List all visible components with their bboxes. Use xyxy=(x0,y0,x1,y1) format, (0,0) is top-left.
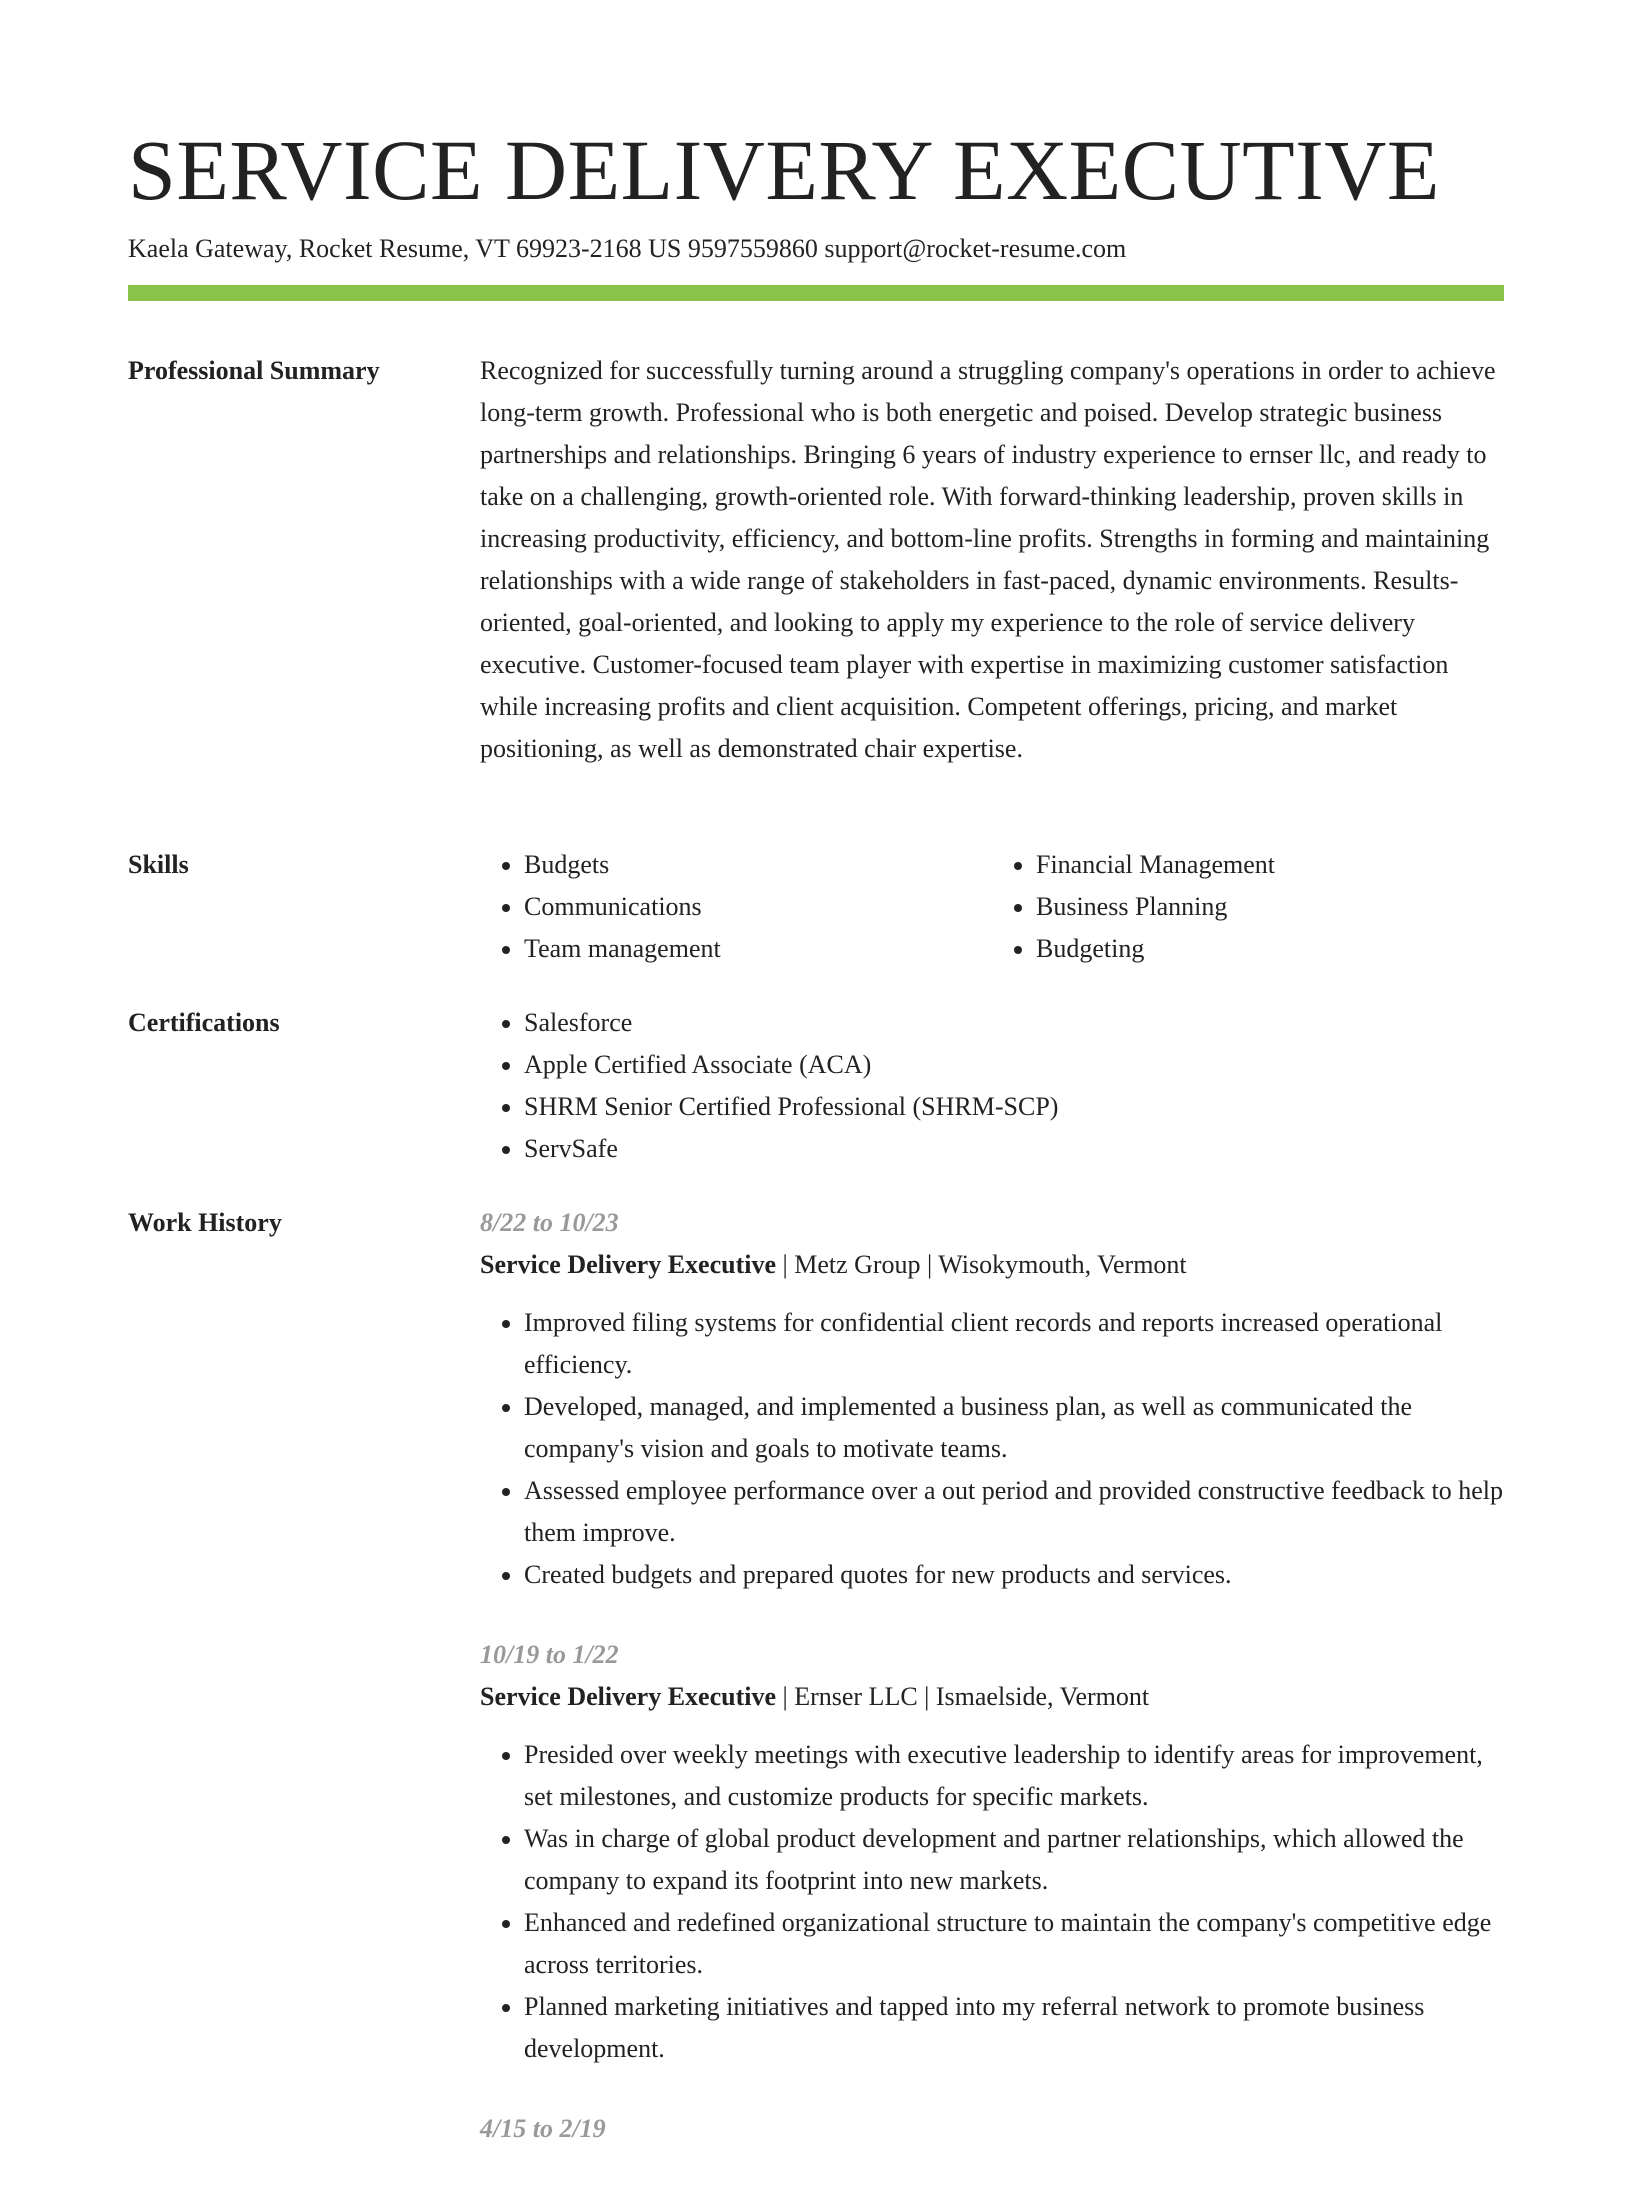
job-entry xyxy=(480,1202,1504,1596)
certification-item: • ServSafe xyxy=(524,1128,1504,1170)
skill-item: • Business Planning xyxy=(1036,886,1504,928)
header-divider xyxy=(128,285,1504,301)
job-title: Service Delivery Executive xyxy=(480,1682,776,1711)
skills-body xyxy=(480,844,1504,970)
job-entry xyxy=(480,1634,1504,2070)
job-bullet: • Assessed employee performance over a out period and provided constructive feedback to help them improve. xyxy=(524,1470,1504,1554)
job-dates: 8/22 to 10/23 xyxy=(480,1208,619,1237)
job-company-location: | Ernser LLC | Ismaelside, Vermont xyxy=(776,1682,1150,1711)
certifications-body xyxy=(480,1002,1504,1170)
work-history-heading: Work History xyxy=(128,1208,282,1237)
skills-column-2 xyxy=(992,844,1504,970)
job-bullet: • Developed, managed, and implemented a business plan, as well as communicated the company's vision and goals to motivate teams. xyxy=(524,1386,1504,1470)
job-bullets xyxy=(480,1734,1504,2070)
job-bullet: • Improved filing systems for confidential client records and reports increased operational efficiency. xyxy=(524,1302,1504,1386)
skill-item: • Financial Management xyxy=(1036,844,1504,886)
skill-item: • Budgets xyxy=(524,844,992,886)
resume-title: SERVICE DELIVERY EXECUTIVE xyxy=(128,122,1440,218)
summary-heading: Professional Summary xyxy=(128,356,380,385)
job-title: Service Delivery Executive xyxy=(480,1250,776,1279)
certification-item: • Salesforce xyxy=(524,1002,1504,1044)
job-bullet: • Was in charge of global product development and partner relationships, which allowed the company to expand its footprint into new markets. xyxy=(524,1818,1504,1902)
skills-column-1 xyxy=(480,844,992,970)
job-entry xyxy=(480,2108,1504,2150)
contact-line: Kaela Gateway, Rocket Resume, VT 69923-2168 US 9597559860 support@rocket-resume.com xyxy=(128,234,1127,263)
job-heading xyxy=(480,1676,1504,1718)
skills-heading: Skills xyxy=(128,850,189,879)
certification-item: • Apple Certified Associate (ACA) xyxy=(524,1044,1504,1086)
certification-item: • SHRM Senior Certified Professional (SHRM-SCP) xyxy=(524,1086,1504,1128)
job-bullets xyxy=(480,1302,1504,1596)
work-history-body xyxy=(480,1202,1504,2188)
job-heading xyxy=(480,1244,1504,1286)
job-bullet: • Enhanced and redefined organizational structure to maintain the company's competitive edge across territories. xyxy=(524,1902,1504,1986)
summary-body xyxy=(480,350,1504,770)
certifications-heading: Certifications xyxy=(128,1008,280,1037)
job-bullet: • Planned marketing initiatives and tapped into my referral network to promote business development. xyxy=(524,1986,1504,2070)
job-bullet: • Created budgets and prepared quotes for new products and services. xyxy=(524,1554,1504,1596)
summary-text: Recognized for successfully turning around a struggling company's operations in order to achieve long-term growth. Professional who is both energetic and poised. Develop strategic business partnerships and relationships. Bringing 6 years of industry experience to ernser llc, and ready to take on a challenging, growth-oriented role. With forward-thinking leadership, proven skills in increasing productivity, efficiency, and bottom-line profits. Strengths in forming and maintaining relationships with a wide range of stakeholders in fast-paced, dynamic environments. Results-oriented, goal-oriented, and looking to apply my experience to the role of service delivery executive. Customer-focused team player with expertise in maximizing customer satisfaction while increasing profits and client acquisition. Competent offerings, pricing, and market positioning, as well as demonstrated chair expertise. xyxy=(480,356,1496,763)
job-dates: 10/19 to 1/22 xyxy=(480,1640,619,1669)
certifications-list xyxy=(480,1002,1504,1170)
job-dates: 4/15 to 2/19 xyxy=(480,2114,606,2143)
skill-item: • Team management xyxy=(524,928,992,970)
job-company-location: | Metz Group | Wisokymouth, Vermont xyxy=(776,1250,1187,1279)
job-bullet: • Presided over weekly meetings with executive leadership to identify areas for improvement, set milestones, and customize products for specific markets. xyxy=(524,1734,1504,1818)
skill-item: • Communications xyxy=(524,886,992,928)
skill-item: • Budgeting xyxy=(1036,928,1504,970)
